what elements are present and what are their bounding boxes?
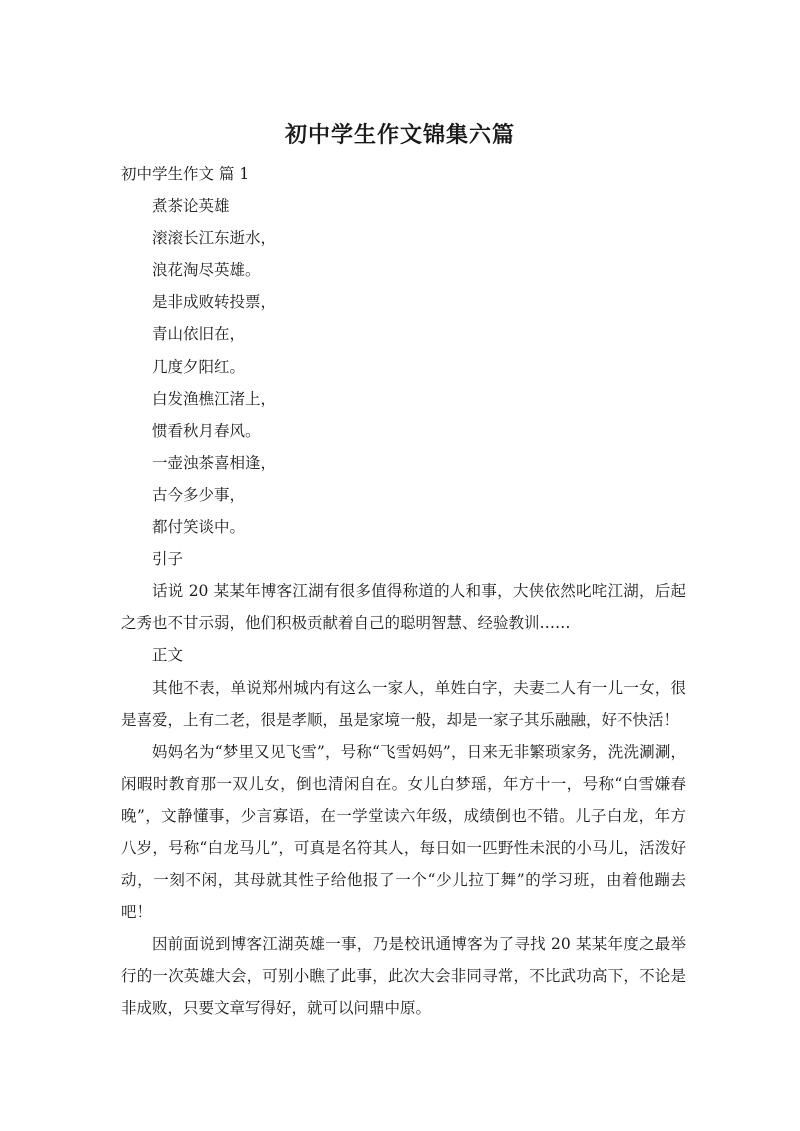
document-body xyxy=(121,158,686,1025)
subheading-main-text: 正文 xyxy=(152,646,184,665)
poem-line: 浪花淘尽英雄。 xyxy=(152,261,261,280)
poem-title: 煮茶论英雄 xyxy=(152,197,230,216)
poem-line: 滚滚长江东逝水， xyxy=(152,229,277,248)
section-heading: 初中学生作文 篇 1 xyxy=(121,165,250,183)
poem-line: 白发渔樵江渚上， xyxy=(152,389,277,408)
paragraph: 其他不表，单说郑州城内有这么一家人，单姓白字，夫妻二人有一儿一女，很是喜爱，上有二老，很是孝顺，虽是家境一般，却是一家子其乐融融，好不快活！ xyxy=(121,678,686,729)
poem-line: 都付笑谈中。 xyxy=(152,518,246,537)
paragraph: 话说 20 某某年博客江湖有很多值得称道的人和事，大侠依然叱咤江湖，后起之秀也不甘示弱，他们积极贡献着自己的聪明智慧、经验教训…… xyxy=(121,582,686,633)
poem-line: 古今多少事， xyxy=(152,485,246,504)
subheading-prologue: 引子 xyxy=(152,550,184,569)
poem-line: 青山依旧在， xyxy=(152,325,246,344)
poem-line: 一壶浊茶喜相逢， xyxy=(152,453,277,472)
document-title: 初中学生作文锦集六篇 xyxy=(284,123,515,148)
poem-line: 惯看秋月春风。 xyxy=(152,421,261,440)
paragraph: 因前面说到博客江湖英雄一事，乃是校讯通博客为了寻找 20 某某年度之最举行的一次英雄大会，可别小瞧了此事，此次大会非同寻常，不比武功高下，不论是非成败，只要文章写得好，就可以问鼎中原。 xyxy=(121,935,686,1018)
poem-line: 是非成败转投票， xyxy=(152,293,277,312)
poem-line: 几度夕阳红。 xyxy=(152,357,246,376)
paragraph: 妈妈名为“梦里又见飞雪”，号称“飞雪妈妈”，日来无非繁琐家务，洗洗涮涮，闲暇时教育那一双儿女，倒也清闲自在。女儿白梦瑶，年方十一，号称“白雪嫌春晚”，文静懂事，少言寡语，在一学堂读六年级，成绩倒也不错。儿子白龙，年方八岁，号称“白龙马儿”，可真是名符其人，每日如一匹野性未泯的小马儿，活泼好动，一刻不闲，其母就其性子给他报了一个“少儿拉丁舞”的学习班，由着他蹦去吧！ xyxy=(121,742,686,922)
